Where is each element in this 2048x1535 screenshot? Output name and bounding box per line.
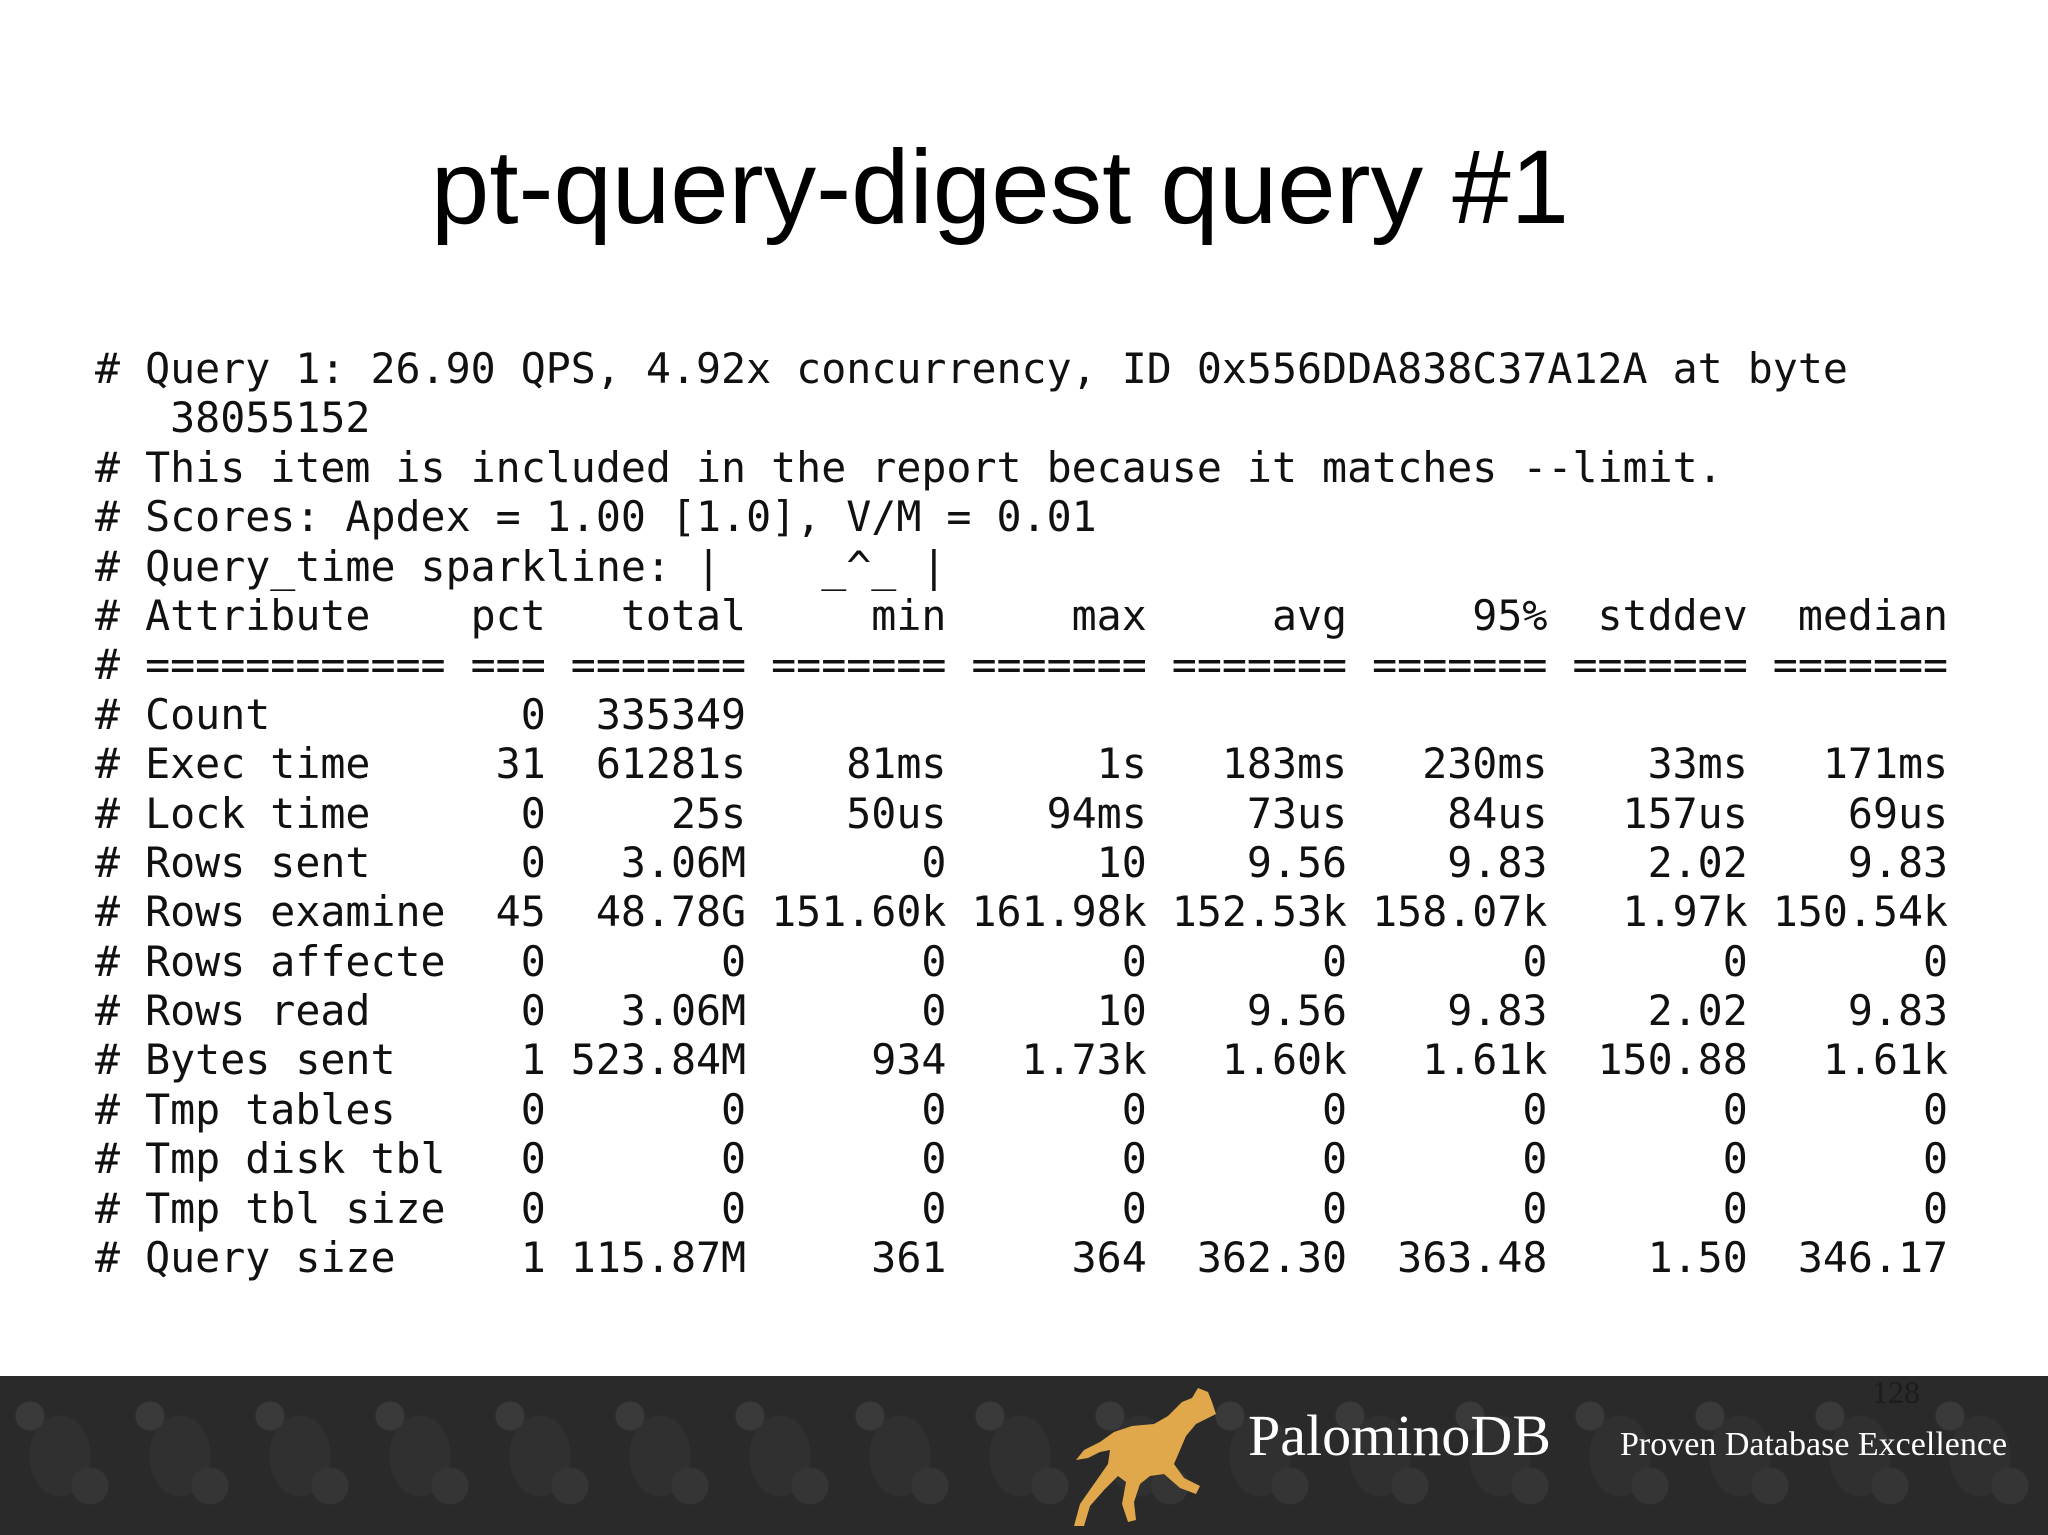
brand-name: PalominoDB xyxy=(1248,1403,1551,1468)
report-row: # Tmp tbl size 0 0 0 0 0 0 0 0 xyxy=(95,1183,1949,1233)
report-row: # Rows read 0 3.06M 0 10 9.56 9.83 2.02 9.83 xyxy=(95,986,1949,1036)
report-line: # Query_time sparkline: | _^_ | xyxy=(95,541,947,591)
report-row: # Rows affecte 0 0 0 0 0 0 0 0 xyxy=(95,936,1949,986)
report-row: # Tmp tables 0 0 0 0 0 0 0 0 xyxy=(95,1084,1949,1134)
report-line: # Query 1: 26.90 QPS, 4.92x concurrency, ID 0x556DDA838C37A12A at byte xyxy=(95,344,1848,393)
report-line: # Scores: Apdex = 1.00 [1.0], V/M = 0.01 xyxy=(95,492,1097,542)
report-row: # Rows sent 0 3.06M 0 10 9.56 9.83 2.02 9.83 xyxy=(95,837,1949,887)
report-row: # Exec time 31 61281s 81ms 1s 183ms 230ms 33ms 171ms xyxy=(95,739,1949,789)
slide-title: pt-query-digest query #1 xyxy=(430,129,1570,246)
report-row: # Query size 1 115.87M 361 364 362.30 363.48 1.50 346.17 xyxy=(95,1233,1949,1283)
brand-tagline: Proven Database Excellence xyxy=(1620,1426,2008,1463)
report-row: # Lock time 0 25s 50us 94ms 73us 84us 157us 69us xyxy=(95,788,1949,838)
report-separator-row: # ============ === ======= ======= ======= ======= ======= ======= ======= xyxy=(95,640,1949,690)
report-row: # Count 0 335349 xyxy=(95,689,747,739)
report-line: # This item is included in the report because it matches --limit. xyxy=(95,442,1723,492)
page-number: 128 xyxy=(1872,1374,1920,1410)
report-line: 38055152 xyxy=(95,393,371,443)
report-row: # Bytes sent 1 523.84M 934 1.73k 1.60k 1.61k 150.88 1.61k xyxy=(95,1035,1949,1085)
report-row: # Rows examine 45 48.78G 151.60k 161.98k 152.53k 158.07k 1.97k 150.54k xyxy=(95,887,1949,937)
jumping-horse-icon xyxy=(1070,1380,1220,1530)
query-report xyxy=(95,344,1948,1282)
report-header-row: # Attribute pct total min max avg 95% stddev median xyxy=(95,590,1949,640)
report-row: # Tmp disk tbl 0 0 0 0 0 0 0 0 xyxy=(95,1134,1949,1184)
